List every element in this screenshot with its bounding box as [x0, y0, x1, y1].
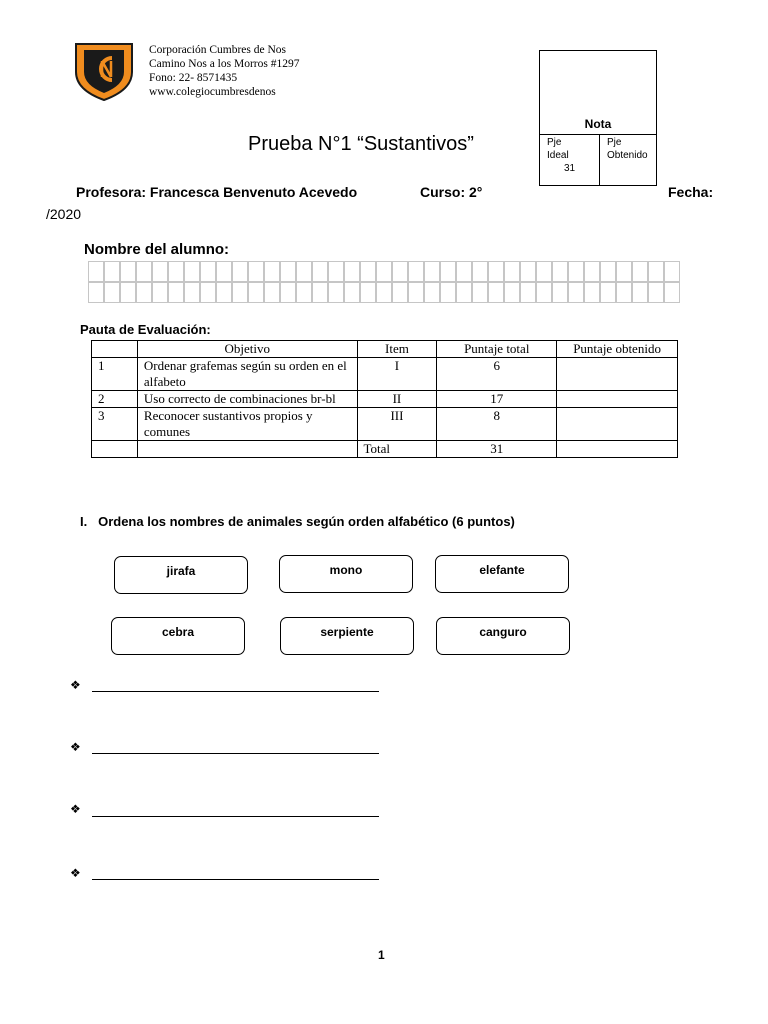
name-grid-cell[interactable] — [377, 262, 392, 282]
name-grid-cell[interactable] — [329, 262, 344, 282]
row-num: 3 — [92, 408, 138, 441]
name-grid-cell[interactable] — [457, 262, 472, 282]
page-title: Prueba N°1 “Sustantivos” — [248, 133, 474, 155]
name-grid-cell[interactable] — [409, 262, 424, 282]
row-item: II — [357, 391, 437, 408]
name-grid-cell[interactable] — [153, 283, 168, 303]
name-grid-cell[interactable] — [137, 283, 152, 303]
answer-line[interactable] — [92, 879, 379, 880]
answer-line[interactable] — [92, 816, 379, 817]
date-year: /2020 — [46, 206, 82, 222]
name-grid-cell[interactable] — [377, 283, 392, 303]
row-num: 2 — [92, 391, 138, 408]
word-box: jirafa — [114, 556, 248, 594]
row-objective: Reconocer sustantivos propios y comunes — [137, 408, 357, 441]
name-grid-cell[interactable] — [601, 283, 616, 303]
row-item: III — [357, 408, 437, 441]
student-name-grid[interactable] — [88, 261, 680, 303]
ideal-score-label: Pje — [547, 137, 562, 148]
name-grid-cell[interactable] — [505, 283, 520, 303]
name-grid-cell[interactable] — [585, 283, 600, 303]
diamond-bullet-icon: ❖ — [70, 802, 81, 816]
name-grid-cell[interactable] — [89, 262, 104, 282]
course-label: Curso: 2° — [420, 184, 483, 200]
row-total: 6 — [437, 358, 557, 391]
name-grid-cell[interactable] — [249, 283, 264, 303]
name-grid-cell[interactable] — [505, 262, 520, 282]
total-label: Total — [357, 441, 437, 458]
row-total: 17 — [437, 391, 557, 408]
name-grid-cell[interactable] — [569, 262, 584, 282]
name-grid-cell[interactable] — [521, 262, 536, 282]
diamond-bullet-icon: ❖ — [70, 740, 81, 754]
row-obtained[interactable] — [557, 391, 678, 408]
table-header-row — [92, 341, 678, 358]
word-box: cebra — [111, 617, 245, 655]
name-grid-cell[interactable] — [345, 262, 360, 282]
table-total-row — [92, 441, 678, 458]
name-grid-cell[interactable] — [217, 283, 232, 303]
name-grid-cell[interactable] — [601, 262, 616, 282]
table-row — [92, 358, 678, 391]
name-grid-cell[interactable] — [617, 262, 632, 282]
school-name: Corporación Cumbres de Nos — [149, 44, 287, 56]
total-empty-cell — [92, 441, 138, 458]
name-grid-cell[interactable] — [489, 283, 504, 303]
name-grid-cell[interactable] — [521, 283, 536, 303]
name-grid-cell[interactable] — [249, 262, 264, 282]
row-obtained[interactable] — [557, 408, 678, 441]
name-grid-cell[interactable] — [393, 283, 408, 303]
school-address: Camino Nos a los Morros #1297 — [149, 58, 300, 70]
name-grid-cell[interactable] — [281, 262, 296, 282]
name-grid-cell[interactable] — [345, 283, 360, 303]
name-grid-cell[interactable] — [201, 262, 216, 282]
name-grid-cell[interactable] — [441, 262, 456, 282]
row-num: 1 — [92, 358, 138, 391]
name-grid-cell[interactable] — [441, 283, 456, 303]
name-grid-cell[interactable] — [105, 283, 120, 303]
name-grid-cell[interactable] — [313, 262, 328, 282]
name-grid-cell[interactable] — [217, 262, 232, 282]
name-grid-cell[interactable] — [329, 283, 344, 303]
row-obtained[interactable] — [557, 358, 678, 391]
name-grid-cell[interactable] — [281, 283, 296, 303]
name-grid-cell[interactable] — [265, 283, 280, 303]
header-objective: Objetivo — [137, 341, 357, 358]
name-grid-cell[interactable] — [137, 262, 152, 282]
row-objective: Uso correcto de combinaciones br-bl — [137, 391, 357, 408]
name-grid-cell[interactable] — [473, 283, 488, 303]
evaluation-table — [91, 340, 678, 458]
answer-line[interactable] — [92, 753, 379, 754]
name-grid-cell[interactable] — [665, 262, 680, 282]
name-grid-cell[interactable] — [265, 262, 280, 282]
name-grid-cell[interactable] — [425, 262, 440, 282]
header-obtained: Puntaje obtenido — [557, 341, 678, 358]
row-total: 8 — [437, 408, 557, 441]
name-grid-cell[interactable] — [649, 262, 664, 282]
table-row — [92, 391, 678, 408]
name-grid-cell[interactable] — [553, 262, 568, 282]
ideal-score-cell — [540, 135, 600, 185]
ideal-score-value: 31 — [564, 163, 576, 174]
evaluation-title: Pauta de Evaluación: — [80, 322, 211, 337]
question-number: I. — [80, 514, 88, 529]
name-grid-cell[interactable] — [537, 283, 552, 303]
obtained-score-label-2: Obtenido — [607, 150, 648, 161]
name-grid-cell[interactable] — [201, 283, 216, 303]
total-value: 31 — [437, 441, 557, 458]
page-number: 1 — [378, 948, 385, 962]
name-grid-cell[interactable] — [649, 283, 664, 303]
name-grid-cell[interactable] — [169, 283, 184, 303]
school-website: www.colegiocumbresdenos — [149, 86, 276, 98]
name-grid-cell[interactable] — [409, 283, 424, 303]
date-label: Fecha: — [668, 184, 714, 200]
name-grid-cell[interactable] — [617, 283, 632, 303]
name-grid-cell[interactable] — [105, 262, 120, 282]
diamond-bullet-icon: ❖ — [70, 678, 81, 692]
total-empty-cell-2 — [137, 441, 357, 458]
name-grid-cell[interactable] — [233, 262, 248, 282]
school-phone: Fono: 22- 8571435 — [149, 72, 238, 84]
name-grid-cell[interactable] — [553, 283, 568, 303]
word-box: serpiente — [280, 617, 414, 655]
name-grid-cell[interactable] — [297, 262, 312, 282]
name-grid-cell[interactable] — [313, 283, 328, 303]
obtained-score-cell[interactable] — [600, 135, 656, 186]
name-grid-cell[interactable] — [361, 283, 376, 303]
row-objective: Ordenar grafemas según su orden en el alfabeto — [137, 358, 357, 391]
student-name-label: Nombre del alumno: — [84, 241, 230, 258]
name-grid-cell[interactable] — [185, 283, 200, 303]
name-grid-cell[interactable] — [169, 262, 184, 282]
diamond-bullet-icon: ❖ — [70, 866, 81, 880]
header-num — [92, 341, 138, 358]
name-grid-cell[interactable] — [361, 262, 376, 282]
name-grid-cell[interactable] — [489, 262, 504, 282]
word-box: mono — [279, 555, 413, 593]
total-obtained[interactable] — [557, 441, 678, 458]
name-grid-cell[interactable] — [121, 262, 136, 282]
name-grid-cell[interactable] — [457, 283, 472, 303]
name-grid-cell[interactable] — [425, 283, 440, 303]
school-crest-logo — [72, 40, 136, 102]
school-info — [149, 43, 299, 99]
teacher-label: Profesora: Francesca Benvenuto Acevedo — [76, 184, 358, 200]
name-grid-cell[interactable] — [153, 262, 168, 282]
question-text: Ordena los nombres de animales según orden alfabético (6 puntos) — [98, 514, 515, 529]
word-box: elefante — [435, 555, 569, 593]
name-grid-cell[interactable] — [121, 283, 136, 303]
name-grid-cell[interactable] — [185, 262, 200, 282]
name-grid-cell[interactable] — [393, 262, 408, 282]
name-grid-cell[interactable] — [569, 283, 584, 303]
grade-label: Nota — [584, 117, 612, 131]
name-grid-cell[interactable] — [297, 283, 312, 303]
header-total: Puntaje total — [437, 341, 557, 358]
question-1-heading — [80, 514, 515, 529]
name-grid-cell[interactable] — [89, 283, 104, 303]
name-grid-cell[interactable] — [665, 283, 680, 303]
table-row — [92, 408, 678, 441]
ideal-score-label-2: Ideal — [547, 150, 569, 161]
header-item: Item — [357, 341, 437, 358]
answer-line[interactable] — [92, 691, 379, 692]
obtained-score-label: Pje — [607, 137, 622, 148]
name-grid-cell[interactable] — [537, 262, 552, 282]
name-grid-cell[interactable] — [633, 262, 648, 282]
name-grid-cell[interactable] — [233, 283, 248, 303]
grade-box — [539, 50, 657, 186]
row-item: I — [357, 358, 437, 391]
name-grid-cell[interactable] — [473, 262, 488, 282]
name-grid-cell[interactable] — [633, 283, 648, 303]
word-box: canguro — [436, 617, 570, 655]
name-grid-cell[interactable] — [585, 262, 600, 282]
